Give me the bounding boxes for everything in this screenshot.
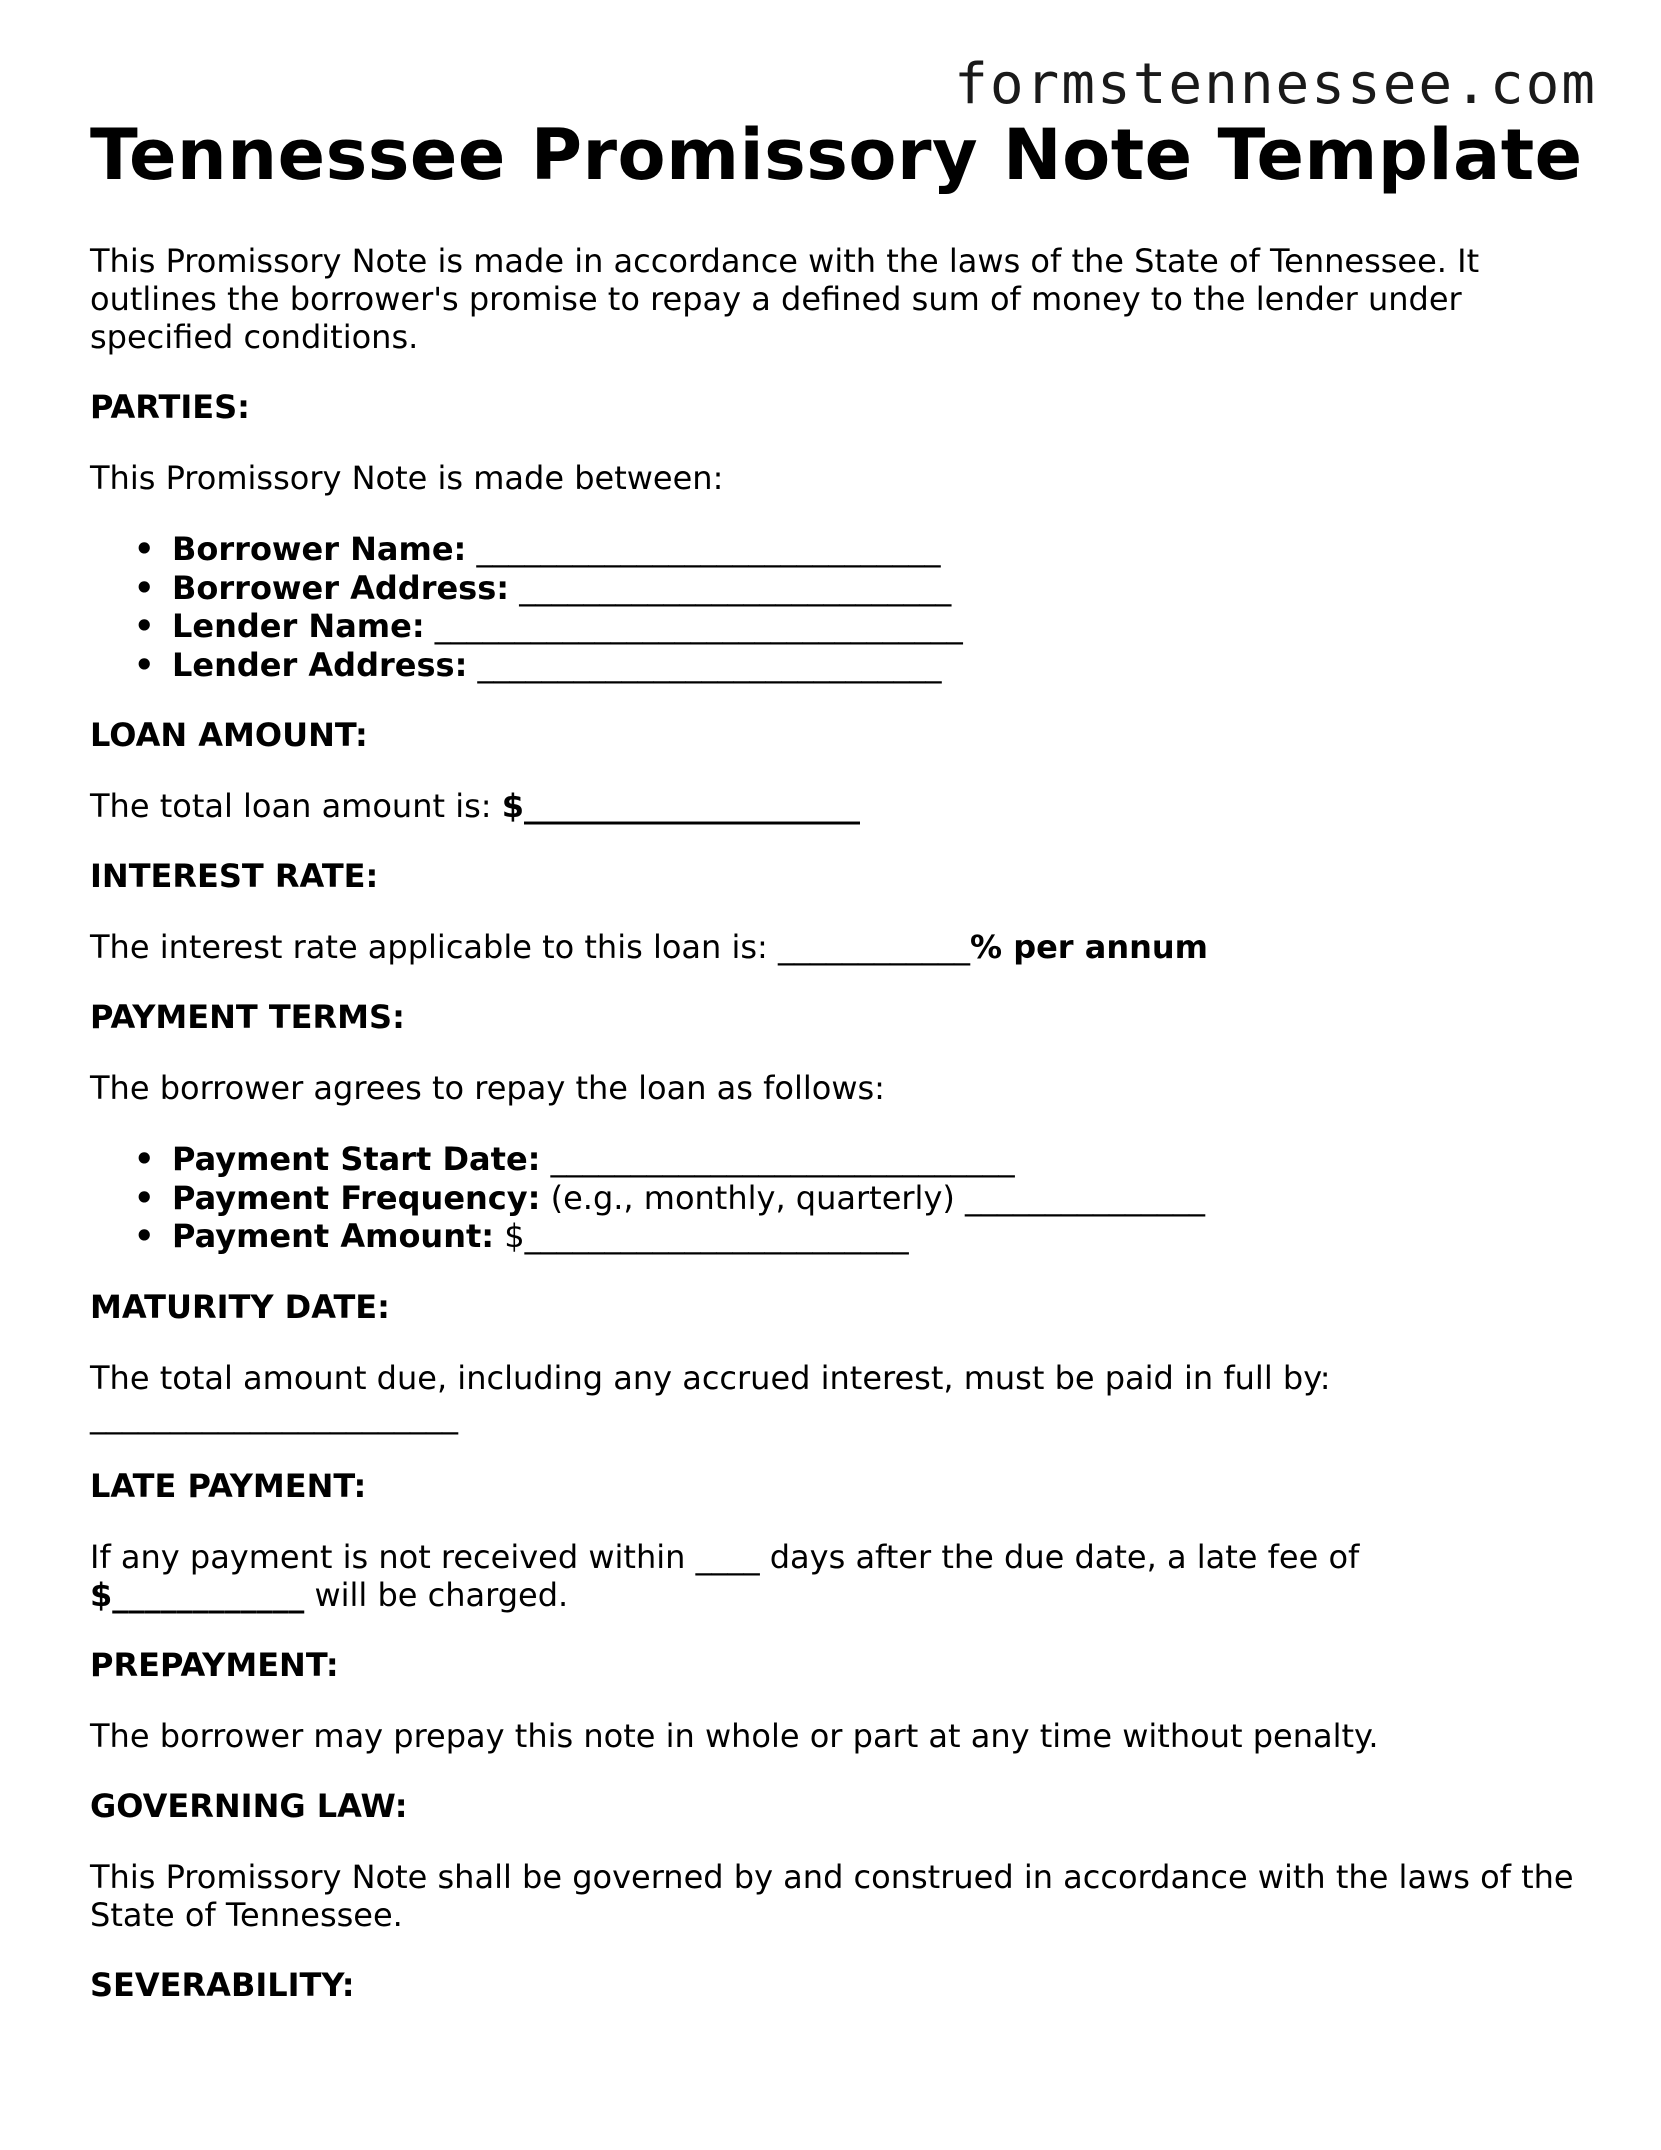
field-blank: _____________________________ xyxy=(540,1140,1015,1178)
field-label: Lender Name: xyxy=(172,607,425,645)
maturity-date-heading: MATURITY DATE: xyxy=(90,1287,390,1326)
maturity-date-field[interactable]: _______________________ xyxy=(90,1396,458,1435)
interest-rate-field[interactable]: ____________ xyxy=(777,928,970,966)
parties-heading: PARTIES: xyxy=(90,388,250,426)
late-payment-heading: LATE PAYMENT: xyxy=(90,1466,367,1505)
field-label: Payment Amount: xyxy=(172,1217,495,1255)
field-blank: $________________________ xyxy=(494,1217,909,1255)
loan-amount-text: The total loan amount is: xyxy=(90,787,502,825)
loan-amount-field[interactable]: $_____________________ xyxy=(501,787,860,825)
lender-address-field[interactable] xyxy=(172,646,1590,685)
parties-field-list xyxy=(90,530,1590,684)
field-label: Borrower Name: xyxy=(172,530,467,568)
field-label: Lender Address: xyxy=(172,645,468,684)
loan-amount-heading: LOAN AMOUNT: xyxy=(90,716,368,754)
prepayment-text: The borrower may prepay this note in whole or part at any time without penalty. xyxy=(90,1716,1379,1755)
parties-text: This Promissory Note is made between: xyxy=(90,459,724,497)
payment-terms-field-list xyxy=(90,1140,1590,1256)
late-payment-text-after: will be charged. xyxy=(304,1575,569,1614)
borrower-name-field[interactable] xyxy=(172,530,1590,569)
governing-law-heading: GOVERNING LAW: xyxy=(90,1786,408,1825)
field-blank: _____________________________ xyxy=(467,645,942,684)
field-label: Borrower Address: xyxy=(172,568,510,607)
payment-amount-field[interactable] xyxy=(172,1217,1590,1256)
interest-rate-heading: INTEREST RATE: xyxy=(90,857,379,895)
interest-rate-suffix: % per annum xyxy=(969,928,1208,966)
field-label: Payment Frequency: xyxy=(172,1178,541,1217)
prepayment-heading: PREPAYMENT: xyxy=(90,1645,339,1684)
field-blank: (e.g., monthly, quarterly) _______________ xyxy=(540,1178,1206,1217)
late-fee-field[interactable]: $____________ xyxy=(90,1575,305,1614)
site-watermark: formstennessee.com xyxy=(954,52,1597,117)
late-payment-line xyxy=(90,1576,1590,1614)
field-blank: _________________________________ xyxy=(424,607,963,645)
governing-law-text: This Promissory Note shall be governed by and construed in accordance with the laws of the State of Tennessee. xyxy=(90,1857,1574,1934)
document-title: Tennessee Promissory Note Template xyxy=(90,114,1583,196)
interest-rate-line xyxy=(90,928,1590,966)
maturity-date-text: The total amount due, including any accrued interest, must be paid in full by: xyxy=(90,1358,1331,1397)
payment-frequency-field[interactable] xyxy=(172,1179,1590,1218)
payment-terms-heading: PAYMENT TERMS: xyxy=(90,998,405,1036)
document-page xyxy=(90,112,1590,2004)
late-payment-text: If any payment is not received within ____ days after the due date, a late fee of xyxy=(90,1537,1360,1576)
interest-rate-text: The interest rate applicable to this loan is: xyxy=(90,928,778,966)
field-blank: ___________________________ xyxy=(509,568,952,607)
field-blank: _____________________________ xyxy=(466,530,941,568)
payment-terms-text: The borrower agrees to repay the loan as follows: xyxy=(90,1069,885,1107)
intro-paragraph: This Promissory Note is made in accordance with the laws of the State of Tennessee. It outlines the borrower's promise to repay a defined sum of money to the lender under specified conditions. xyxy=(90,242,1480,356)
lender-name-field[interactable] xyxy=(172,607,1590,646)
borrower-address-field[interactable] xyxy=(172,569,1590,608)
severability-heading: SEVERABILITY: xyxy=(90,1965,355,2004)
payment-start-date-field[interactable] xyxy=(172,1140,1590,1179)
field-label: Payment Start Date: xyxy=(172,1140,541,1178)
loan-amount-line xyxy=(90,787,1590,825)
